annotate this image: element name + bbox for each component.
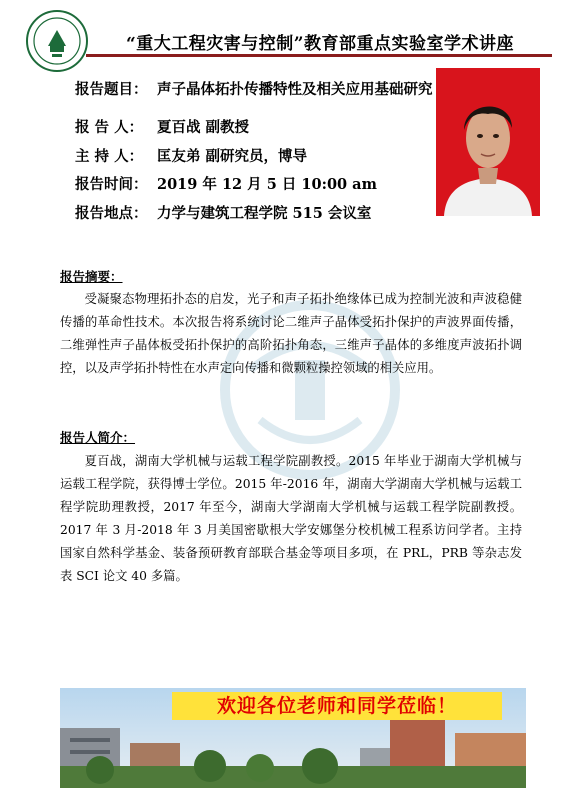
header-divider (86, 54, 552, 57)
university-logo (26, 10, 88, 72)
place-value: 力学与建筑工程学院 515 会议室 (157, 205, 372, 222)
page-title: “重大工程灾害与控制”教育部重点实验室学术讲座 (126, 34, 515, 54)
welcome-banner (60, 688, 526, 788)
abstract-text: 受凝聚态物理拓扑态的启发，光子和声子拓扑绝缘体已成为控制光波和声波稳健传播的革命性技术。本次报告将系统讨论二维声子晶体受拓扑保护的声波界面传播，二维弹性声子晶体板受拓扑保护的高阶拓扑角态，三维声子晶体的多维度声波拓扑调控，以及声学拓扑特性在水声定向传播和微颗粒操控领域的相关应用。 (60, 292, 522, 375)
host-value: 匡友弟 副研究员，博导 (157, 148, 308, 165)
topic-label: 报告题目： (75, 81, 148, 98)
abstract-heading: 报告摘要： (60, 269, 123, 284)
topic-row (75, 78, 433, 99)
speaker-value: 夏百战 副教授 (157, 119, 250, 136)
time-row (75, 173, 377, 194)
welcome-text: 欢迎各位老师和同学莅临！ (172, 692, 502, 720)
speaker-photo (436, 68, 540, 216)
place-label: 报告地点： (75, 205, 148, 222)
host-label: 主 持 人： (75, 148, 144, 165)
place-row (75, 202, 371, 223)
bio-text: 夏百战，湖南大学机械与运载工程学院副教授。2015 年毕业于湖南大学机械与运载工程学院，获得博士学位。2015 年-2016 年，湖南大学湖南大学机械与运载工程学院助理教授，2017 年至今，湖南大学湖南大学机械与运载工程学院副教授。2017 年 3 月-2018 年 3 月美国密歇根大学安娜堡分校机械工程系访问学者。主持国家自然科学基金、装备预研教育部联合基金等项目多项，在 PRL，PRB 等杂志发表 SCI 论文 40 多篇。 (60, 454, 522, 583)
time-label: 报告时间： (75, 176, 148, 193)
time-value: 2019 年 12 月 5 日 10:00 am (157, 176, 377, 193)
speaker-label: 报 告 人： (75, 119, 144, 136)
speaker-row (75, 116, 249, 137)
bio-heading: 报告人简介： (60, 430, 136, 445)
host-row (75, 145, 307, 166)
topic-value: 声子晶体拓扑传播特性及相关应用基础研究 (157, 81, 433, 98)
